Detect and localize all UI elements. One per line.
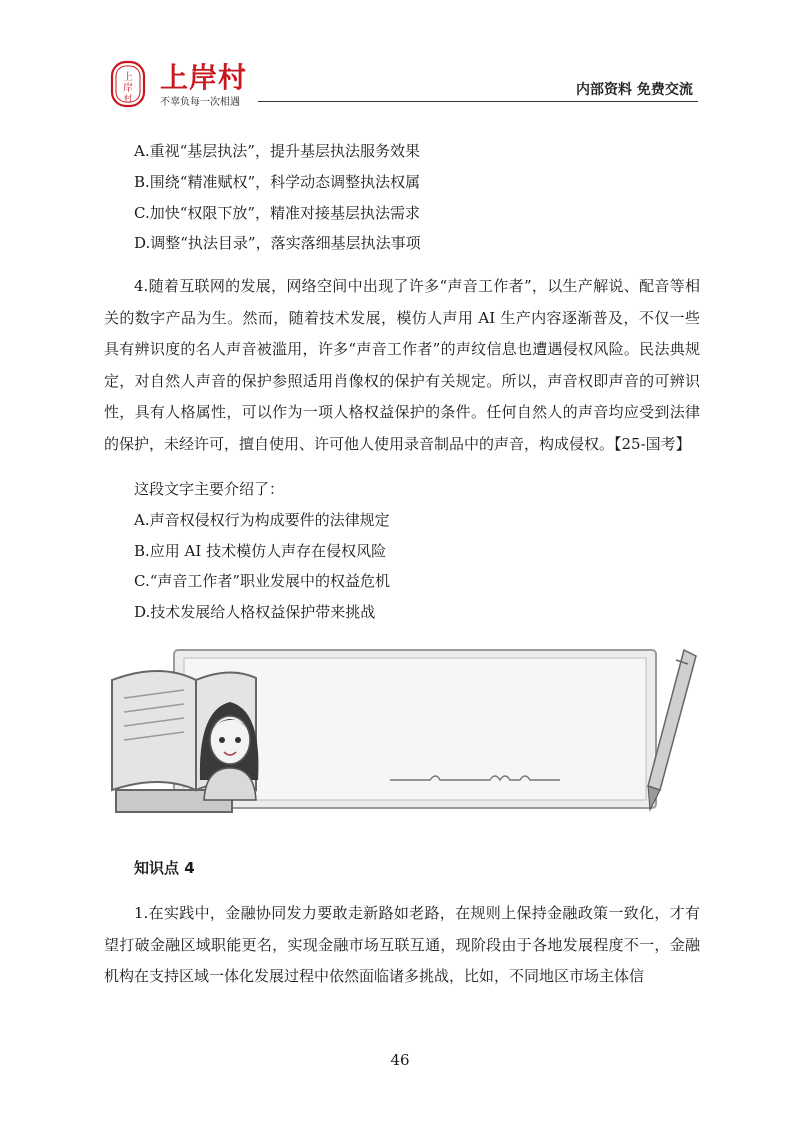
page-number: 46 <box>390 1051 410 1069</box>
svg-text:村: 村 <box>124 94 132 103</box>
header-rule <box>258 101 698 102</box>
page-header <box>0 0 800 110</box>
option-c: C.加快“权限下放”，精准对接基层执法需求 <box>134 204 421 222</box>
brand-slogan: 不辜负每一次相遇 <box>160 97 240 108</box>
brand-seal-logo <box>108 60 148 108</box>
header-tagline: 内部资料 免费交流 <box>576 82 693 98</box>
option-a: A.重视“基层执法”，提升基层执法服务效果 <box>134 142 420 160</box>
option-a: A.声音权侵权行为构成要件的法律规定 <box>134 511 390 529</box>
option-b: B.应用 AI 技术模仿人声存在侵权风险 <box>134 542 387 560</box>
notepad-illustration <box>100 640 700 820</box>
item-text: 1.在实践中，金融协同发力要敢走新路如老路，在规则上保持金融政策一致化，才有望打破金融区域职能更名，实现金融市场互联互通，现阶段由于各地发展程度不一，金融机构在支持区域一体化发展过程中依然面临诸多挑战，比如，不同地区市场主体信 <box>104 904 700 985</box>
option-d: D.技术发展给人格权益保护带来挑战 <box>134 603 376 621</box>
option-d: D.调整“执法目录”，落实落细基层执法事项 <box>134 234 421 252</box>
option-c: C.“声音工作者”职业发展中的权益危机 <box>134 572 391 590</box>
svg-text:上: 上 <box>123 72 133 83</box>
svg-text:岸: 岸 <box>123 83 133 94</box>
section-heading: 知识点 4 <box>134 859 195 877</box>
option-b: B.围绕“精准赋权”，科学动态调整执法权属 <box>134 173 421 191</box>
question-stem: 这段文字主要介绍了： <box>134 480 285 498</box>
question-passage: 4.随着互联网的发展，网络空间中出现了许多“声音工作者”，以生产解说、配音等相关的数字产品为生。然而，随着技术发展，模仿人声用 AI 生产内容逐渐普及，不仅一些具有辨识度的名人声音被滥用，许多“声音工作者”的声纹信息也遭遇侵权风险。民法典规定，对自然人声音的保护参照适用肖像权的保护有关规定。所以，声音权即声音的可辨识性，具有人格属性，可以作为一项人格权益保护的条件。任何自然人的声音均应受到法律的保护，未经许可，擅自使用、许可他人使用录音制品中的声音，构成侵权。【25-国考】 <box>104 277 700 453</box>
brand-name: 上岸村 <box>160 61 248 94</box>
